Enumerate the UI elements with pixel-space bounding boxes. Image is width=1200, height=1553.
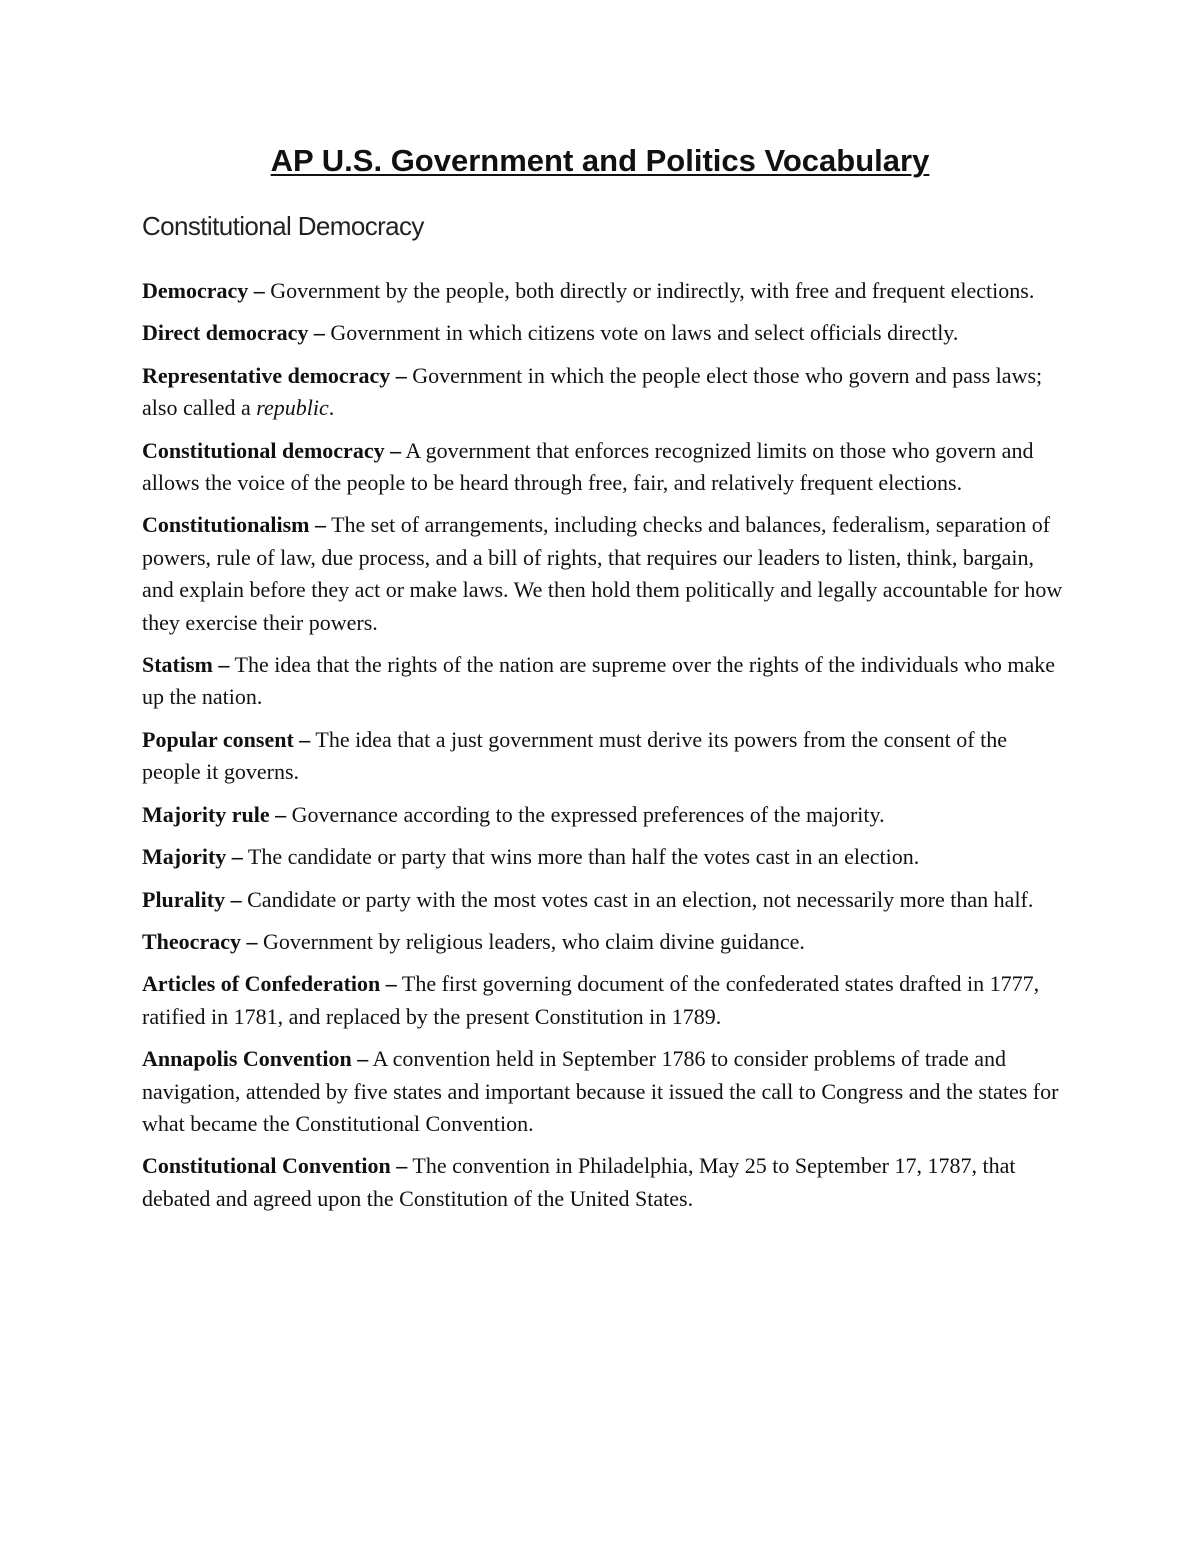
vocab-definition: The first governing document of the confederated states drafted in 1777, ratified in 1781, and replaced by the present Constitution in 1789. (142, 971, 1040, 1029)
vocab-entry-theocracy (142, 926, 1067, 958)
vocab-entry-representative-democracy (142, 360, 1067, 425)
vocab-definition: A government that enforces recognized limits on those who govern and allows the voice of the people to be heard through free, fair, and relatively frequent elections. (142, 437, 1034, 496)
vocab-entry-direct-democracy (142, 317, 1067, 349)
vocab-term: Statism – (142, 652, 230, 678)
vocab-entry-majority (142, 841, 1067, 873)
vocabulary-list (142, 275, 1067, 1225)
vocab-entry-democracy (142, 275, 1067, 307)
vocab-entry-constitutional-convention (142, 1150, 1067, 1215)
vocab-term: Democracy – (142, 278, 265, 303)
vocab-entry-popular-consent (142, 724, 1067, 789)
vocab-term: Constitutional Convention – (142, 1153, 408, 1179)
vocab-definition: Government in which citizens vote on laws and select officials directly. (330, 320, 959, 346)
vocab-definition: Government in which the people elect those who govern and pass laws; also called a republic. (142, 362, 1043, 421)
vocab-definition: The idea that a just government must derive its powers from the consent of the people it governs. (142, 726, 1007, 785)
vocab-definition: Government by religious leaders, who claim divine guidance. (262, 928, 805, 954)
vocab-term: Theocracy – (142, 928, 258, 954)
vocab-term: Articles of Confederation – (142, 971, 397, 997)
vocab-term: Annapolis Convention – (142, 1046, 369, 1072)
vocab-definition: The convention in Philadelphia, May 25 to September 17, 1787, that debated and agreed upon the Constitution of the United States. (142, 1153, 1016, 1211)
page-title: AP U.S. Government and Politics Vocabulary (270, 143, 930, 178)
vocab-definition: Governance according to the expressed preferences of the majority. (291, 801, 885, 827)
vocab-definition: The candidate or party that wins more than half the votes cast in an election. (247, 844, 920, 870)
vocab-term: Constitutional democracy – (142, 437, 402, 463)
vocab-term: Constitutionalism – (142, 512, 326, 538)
vocab-term: Plurality – (142, 886, 242, 912)
vocab-entry-majority-rule (142, 799, 1067, 831)
vocab-term: Popular consent – (142, 726, 311, 752)
vocab-entry-articles-of-confederation (142, 968, 1067, 1033)
vocab-entry-constitutional-democracy (142, 435, 1067, 500)
vocab-entry-statism (142, 649, 1067, 714)
vocab-definition: The set of arrangements, including checks and balances, federalism, separation of powers, rule of law, due process, and a bill of rights, that requires our leaders to listen, think, bargain, and explain before they act or make laws. We then hold them politically and legally accountable for how they exercise their powers. (142, 512, 1063, 635)
vocab-definition: A convention held in September 1786 to consider problems of trade and navigation, attended by five states and important because it issued the call to Congress and the states for what became the Constitutional Convention. (142, 1046, 1059, 1136)
vocab-entry-plurality (142, 884, 1067, 916)
section-heading: Constitutional Democracy (142, 211, 424, 241)
vocab-definition: Candidate or party with the most votes cast in an election, not necessarily more than half. (247, 886, 1034, 912)
vocab-definition-italic: republic (256, 395, 329, 421)
vocab-entry-constitutionalism (142, 509, 1067, 639)
vocab-term: Majority rule – (142, 801, 287, 827)
vocab-term: Direct democracy – (142, 320, 325, 346)
vocab-term: Majority – (142, 844, 243, 870)
vocab-definition: Government by the people, both directly or indirectly, with free and frequent elections. (270, 278, 1035, 303)
vocab-term: Representative democracy – (142, 362, 407, 388)
vocab-entry-annapolis-convention (142, 1043, 1067, 1140)
vocab-definition: The idea that the rights of the nation are supreme over the rights of the individuals who make up the nation. (142, 652, 1055, 710)
